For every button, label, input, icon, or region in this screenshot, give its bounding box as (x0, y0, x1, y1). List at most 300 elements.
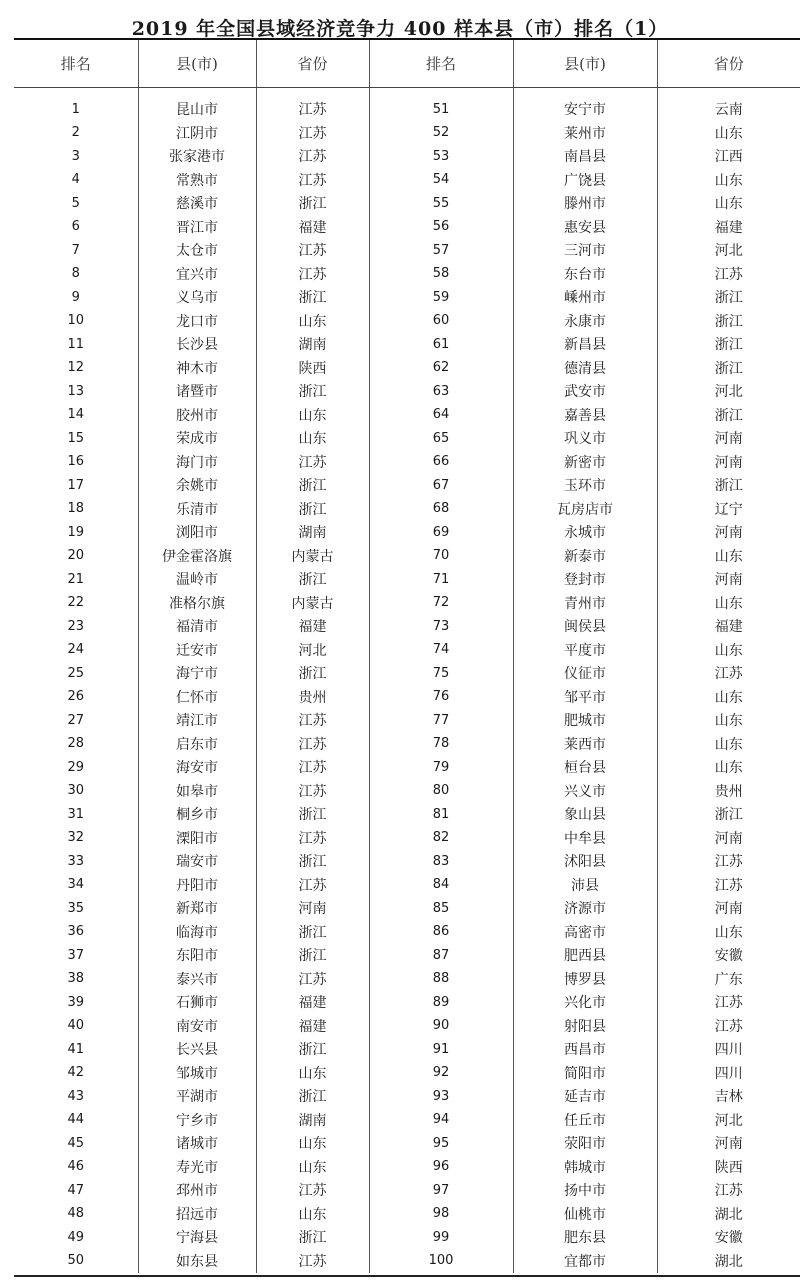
rank-cell: 35 (67, 900, 85, 916)
county-cell: 兴义市 (513, 779, 657, 803)
rank-cell: 54 (369, 168, 513, 192)
table-row (14, 521, 800, 545)
header-rank-2: 排名 (369, 39, 513, 87)
table-row (14, 1108, 800, 1132)
province-cell: 吉林 (657, 1085, 800, 1109)
province-cell: 山东 (256, 1132, 369, 1156)
province-cell: 浙江 (256, 803, 369, 827)
table-row (14, 1132, 800, 1156)
county-cell: 简阳市 (513, 1061, 657, 1085)
province-cell: 浙江 (657, 309, 800, 333)
province-cell: 浙江 (256, 944, 369, 968)
rank-cell: 45 (67, 1135, 85, 1151)
rank-cell: 68 (369, 497, 513, 521)
table-row (14, 568, 800, 592)
rank-cell: 8 (71, 266, 80, 282)
county-cell: 溧阳市 (138, 826, 256, 850)
table-row (14, 309, 800, 333)
county-cell: 任丘市 (513, 1108, 657, 1132)
county-cell: 安宁市 (513, 87, 657, 121)
county-cell: 新密市 (513, 450, 657, 474)
page-title: 2019 年全国县域经济竞争力 400 样本县（市）排名（1） (131, 18, 669, 40)
province-cell: 浙江 (256, 1085, 369, 1109)
province-cell: 湖南 (256, 521, 369, 545)
rank-cell: 2 (71, 125, 80, 141)
table-row (14, 497, 800, 521)
province-cell: 河南 (657, 521, 800, 545)
table-row (14, 826, 800, 850)
county-cell: 济源市 (513, 897, 657, 921)
province-cell: 浙江 (657, 356, 800, 380)
rank-cell: 1 (71, 101, 80, 117)
rank-cell: 79 (369, 756, 513, 780)
header-province-1: 省份 (256, 39, 369, 87)
province-cell: 山东 (657, 638, 800, 662)
county-cell: 南昌县 (513, 145, 657, 169)
county-cell: 昆山市 (138, 87, 256, 121)
province-cell: 山东 (657, 591, 800, 615)
rank-cell: 67 (369, 474, 513, 498)
table-row (14, 356, 800, 380)
rank-cell: 58 (369, 262, 513, 286)
rank-cell: 62 (369, 356, 513, 380)
province-cell: 山东 (657, 756, 800, 780)
table-row (14, 991, 800, 1015)
province-cell: 江苏 (256, 450, 369, 474)
rank-cell: 52 (369, 121, 513, 145)
header-county-2: 县(市) (513, 39, 657, 87)
rank-cell: 18 (67, 501, 85, 517)
province-cell: 湖南 (256, 1108, 369, 1132)
county-cell: 余姚市 (138, 474, 256, 498)
county-cell: 龙口市 (138, 309, 256, 333)
province-cell: 福建 (657, 615, 800, 639)
table-row (14, 215, 800, 239)
table-row (14, 544, 800, 568)
county-cell: 启东市 (138, 732, 256, 756)
province-cell: 江苏 (657, 1014, 800, 1038)
rank-cell: 5 (71, 195, 80, 211)
county-cell: 莱西市 (513, 732, 657, 756)
rank-cell: 24 (67, 642, 85, 658)
county-cell: 丹阳市 (138, 873, 256, 897)
province-cell: 内蒙古 (256, 591, 369, 615)
county-cell: 荥阳市 (513, 1132, 657, 1156)
rank-cell: 53 (369, 145, 513, 169)
county-cell: 永康市 (513, 309, 657, 333)
county-cell: 瑞安市 (138, 850, 256, 874)
rank-cell: 84 (369, 873, 513, 897)
province-cell: 福建 (256, 991, 369, 1015)
province-cell: 浙江 (657, 403, 800, 427)
rank-cell: 70 (369, 544, 513, 568)
rank-cell: 32 (67, 830, 85, 846)
province-cell: 江苏 (256, 239, 369, 263)
province-cell: 湖北 (657, 1202, 800, 1226)
county-cell: 登封市 (513, 568, 657, 592)
province-cell: 福建 (256, 1014, 369, 1038)
table-row (14, 474, 800, 498)
rank-cell: 31 (67, 806, 85, 822)
table-row (14, 615, 800, 639)
county-cell: 荣成市 (138, 427, 256, 451)
province-cell: 山东 (657, 544, 800, 568)
county-cell: 海门市 (138, 450, 256, 474)
county-cell: 神木市 (138, 356, 256, 380)
county-cell: 广饶县 (513, 168, 657, 192)
bottom-rule (14, 1275, 800, 1277)
table-row (14, 168, 800, 192)
province-cell: 福建 (256, 215, 369, 239)
county-cell: 临海市 (138, 920, 256, 944)
table-row (14, 121, 800, 145)
county-cell: 宁海县 (138, 1226, 256, 1250)
province-cell: 浙江 (256, 1038, 369, 1062)
province-cell: 浙江 (657, 333, 800, 357)
county-cell: 青州市 (513, 591, 657, 615)
county-cell: 兴化市 (513, 991, 657, 1015)
table-row (14, 1155, 800, 1179)
county-cell: 如东县 (138, 1249, 256, 1273)
rank-cell: 22 (67, 595, 85, 611)
rank-cell: 30 (67, 783, 85, 799)
county-cell: 宜都市 (513, 1249, 657, 1273)
county-cell: 长兴县 (138, 1038, 256, 1062)
rank-cell: 9 (71, 289, 80, 305)
table-row (14, 286, 800, 310)
table-row (14, 239, 800, 263)
rank-cell: 66 (369, 450, 513, 474)
table-row (14, 803, 800, 827)
county-cell: 石狮市 (138, 991, 256, 1015)
province-cell: 河南 (657, 897, 800, 921)
rank-cell: 71 (369, 568, 513, 592)
rank-cell: 40 (67, 1018, 85, 1034)
county-cell: 仁怀市 (138, 685, 256, 709)
province-cell: 浙江 (256, 850, 369, 874)
county-cell: 长沙县 (138, 333, 256, 357)
rank-cell: 88 (369, 967, 513, 991)
rank-cell: 72 (369, 591, 513, 615)
table-row (14, 779, 800, 803)
county-cell: 沛县 (513, 873, 657, 897)
county-cell: 三河市 (513, 239, 657, 263)
table-row (14, 756, 800, 780)
county-cell: 嵊州市 (513, 286, 657, 310)
table-row (14, 732, 800, 756)
province-cell: 江苏 (657, 873, 800, 897)
county-cell: 肥城市 (513, 709, 657, 733)
county-cell: 延吉市 (513, 1085, 657, 1109)
province-cell: 浙江 (256, 474, 369, 498)
table-row (14, 1202, 800, 1226)
province-cell: 江苏 (256, 168, 369, 192)
rank-cell: 99 (369, 1226, 513, 1250)
province-cell: 河南 (657, 450, 800, 474)
rank-cell: 57 (369, 239, 513, 263)
rank-cell: 41 (67, 1041, 85, 1057)
province-cell: 河南 (657, 826, 800, 850)
county-cell: 招远市 (138, 1202, 256, 1226)
county-cell: 晋江市 (138, 215, 256, 239)
rank-cell: 15 (67, 430, 85, 446)
rank-cell: 12 (67, 360, 85, 376)
rank-cell: 65 (369, 427, 513, 451)
rank-cell: 37 (67, 947, 85, 963)
table-row (14, 427, 800, 451)
province-cell: 山东 (657, 192, 800, 216)
rank-cell: 74 (369, 638, 513, 662)
county-cell: 宜兴市 (138, 262, 256, 286)
rank-cell: 17 (67, 477, 85, 493)
rank-cell: 85 (369, 897, 513, 921)
province-cell: 山东 (657, 121, 800, 145)
province-cell: 贵州 (657, 779, 800, 803)
county-cell: 嘉善县 (513, 403, 657, 427)
county-cell: 韩城市 (513, 1155, 657, 1179)
rank-cell: 93 (369, 1085, 513, 1109)
county-cell: 邳州市 (138, 1179, 256, 1203)
county-cell: 海安市 (138, 756, 256, 780)
county-cell: 新泰市 (513, 544, 657, 568)
county-cell: 桐乡市 (138, 803, 256, 827)
province-cell: 广东 (657, 967, 800, 991)
county-cell: 仙桃市 (513, 1202, 657, 1226)
province-cell: 河北 (657, 1108, 800, 1132)
rank-cell: 92 (369, 1061, 513, 1085)
county-cell: 温岭市 (138, 568, 256, 592)
rank-cell: 33 (67, 853, 85, 869)
rank-cell: 38 (67, 971, 85, 987)
county-cell: 新昌县 (513, 333, 657, 357)
province-cell: 河南 (657, 1132, 800, 1156)
province-cell: 四川 (657, 1038, 800, 1062)
province-cell: 山东 (256, 309, 369, 333)
rank-cell: 75 (369, 662, 513, 686)
county-cell: 桓台县 (513, 756, 657, 780)
rank-cell: 34 (67, 877, 85, 893)
county-cell: 巩义市 (513, 427, 657, 451)
province-cell: 河南 (657, 568, 800, 592)
county-cell: 射阳县 (513, 1014, 657, 1038)
rank-cell: 39 (67, 994, 85, 1010)
rank-cell: 16 (67, 454, 85, 470)
province-cell: 江苏 (256, 87, 369, 121)
county-cell: 扬中市 (513, 1179, 657, 1203)
province-cell: 安徽 (657, 944, 800, 968)
province-cell: 浙江 (657, 474, 800, 498)
table-row (14, 638, 800, 662)
rank-cell: 96 (369, 1155, 513, 1179)
province-cell: 江苏 (256, 732, 369, 756)
county-cell: 玉环市 (513, 474, 657, 498)
rank-cell: 44 (67, 1112, 85, 1128)
county-cell: 东台市 (513, 262, 657, 286)
province-cell: 浙江 (256, 497, 369, 521)
rank-cell: 10 (67, 313, 85, 329)
county-cell: 沭阳县 (513, 850, 657, 874)
header-rank-1: 排名 (14, 39, 138, 87)
table-row (14, 920, 800, 944)
province-cell: 辽宁 (657, 497, 800, 521)
county-cell: 惠安县 (513, 215, 657, 239)
province-cell: 内蒙古 (256, 544, 369, 568)
rank-cell: 100 (369, 1249, 513, 1273)
province-cell: 云南 (657, 87, 800, 121)
county-cell: 永城市 (513, 521, 657, 545)
province-cell: 江苏 (657, 991, 800, 1015)
rank-cell: 51 (369, 87, 513, 121)
county-cell: 寿光市 (138, 1155, 256, 1179)
county-cell: 西昌市 (513, 1038, 657, 1062)
province-cell: 山东 (256, 427, 369, 451)
rank-cell: 56 (369, 215, 513, 239)
rank-cell: 61 (369, 333, 513, 357)
province-cell: 浙江 (256, 1226, 369, 1250)
county-cell: 常熟市 (138, 168, 256, 192)
rank-cell: 50 (67, 1253, 85, 1269)
province-cell: 江西 (657, 145, 800, 169)
rank-cell: 42 (67, 1065, 85, 1081)
province-cell: 浙江 (256, 380, 369, 404)
rank-cell: 77 (369, 709, 513, 733)
rank-cell: 69 (369, 521, 513, 545)
county-cell: 太仓市 (138, 239, 256, 263)
rank-cell: 26 (67, 689, 85, 705)
ranking-table (14, 38, 800, 1273)
county-cell: 象山县 (513, 803, 657, 827)
table-row (14, 403, 800, 427)
county-cell: 博罗县 (513, 967, 657, 991)
province-cell: 福建 (657, 215, 800, 239)
county-cell: 诸暨市 (138, 380, 256, 404)
rank-cell: 11 (67, 336, 85, 352)
table-row (14, 1226, 800, 1250)
rank-cell: 78 (369, 732, 513, 756)
province-cell: 江苏 (657, 262, 800, 286)
province-cell: 陕西 (657, 1155, 800, 1179)
table-header-row (14, 39, 800, 87)
county-cell: 新郑市 (138, 897, 256, 921)
rank-cell: 64 (369, 403, 513, 427)
province-cell: 江苏 (256, 1249, 369, 1273)
county-cell: 如皋市 (138, 779, 256, 803)
rank-cell: 13 (67, 383, 85, 399)
county-cell: 仪征市 (513, 662, 657, 686)
county-cell: 诸城市 (138, 1132, 256, 1156)
province-cell: 浙江 (256, 568, 369, 592)
county-cell: 南安市 (138, 1014, 256, 1038)
province-cell: 山东 (657, 920, 800, 944)
county-cell: 东阳市 (138, 944, 256, 968)
province-cell: 江苏 (256, 779, 369, 803)
header-county-1: 县(市) (138, 39, 256, 87)
province-cell: 江苏 (657, 850, 800, 874)
county-cell: 中牟县 (513, 826, 657, 850)
rank-cell: 86 (369, 920, 513, 944)
table-row (14, 1038, 800, 1062)
rank-cell: 94 (369, 1108, 513, 1132)
county-cell: 江阴市 (138, 121, 256, 145)
province-cell: 河南 (256, 897, 369, 921)
county-cell: 乐清市 (138, 497, 256, 521)
rank-cell: 4 (71, 172, 80, 188)
province-cell: 安徽 (657, 1226, 800, 1250)
county-cell: 高密市 (513, 920, 657, 944)
rank-cell: 21 (67, 571, 85, 587)
province-cell: 山东 (256, 403, 369, 427)
province-cell: 河南 (657, 427, 800, 451)
table-row (14, 1014, 800, 1038)
header-province-2: 省份 (657, 39, 800, 87)
table-row (14, 262, 800, 286)
rank-cell: 82 (369, 826, 513, 850)
province-cell: 四川 (657, 1061, 800, 1085)
county-cell: 邹平市 (513, 685, 657, 709)
rank-cell: 89 (369, 991, 513, 1015)
rank-cell: 3 (71, 148, 80, 164)
table-row (14, 685, 800, 709)
province-cell: 江苏 (256, 826, 369, 850)
province-cell: 江苏 (256, 756, 369, 780)
county-cell: 义乌市 (138, 286, 256, 310)
county-cell: 平湖市 (138, 1085, 256, 1109)
rank-cell: 48 (67, 1206, 85, 1222)
rank-cell: 97 (369, 1179, 513, 1203)
county-cell: 肥东县 (513, 1226, 657, 1250)
county-cell: 福清市 (138, 615, 256, 639)
rank-cell: 43 (67, 1088, 85, 1104)
province-cell: 江苏 (256, 262, 369, 286)
table-row (14, 662, 800, 686)
province-cell: 浙江 (256, 920, 369, 944)
province-cell: 山东 (657, 732, 800, 756)
county-cell: 胶州市 (138, 403, 256, 427)
county-cell: 瓦房店市 (513, 497, 657, 521)
rank-cell: 55 (369, 192, 513, 216)
province-cell: 河北 (256, 638, 369, 662)
table-row (14, 450, 800, 474)
rank-cell: 27 (67, 712, 85, 728)
county-cell: 准格尔旗 (138, 591, 256, 615)
county-cell: 莱州市 (513, 121, 657, 145)
province-cell: 江苏 (256, 709, 369, 733)
province-cell: 江苏 (256, 121, 369, 145)
province-cell: 浙江 (657, 286, 800, 310)
rank-cell: 14 (67, 407, 85, 423)
table-row (14, 850, 800, 874)
province-cell: 江苏 (657, 662, 800, 686)
county-cell: 武安市 (513, 380, 657, 404)
county-cell: 泰兴市 (138, 967, 256, 991)
province-cell: 浙江 (256, 662, 369, 686)
rank-cell: 60 (369, 309, 513, 333)
province-cell: 河北 (657, 239, 800, 263)
table-row (14, 897, 800, 921)
province-cell: 浙江 (256, 286, 369, 310)
rank-cell: 36 (67, 924, 85, 940)
province-cell: 江苏 (256, 967, 369, 991)
province-cell: 陕西 (256, 356, 369, 380)
county-cell: 邹城市 (138, 1061, 256, 1085)
table-row (14, 145, 800, 169)
province-cell: 山东 (256, 1202, 369, 1226)
province-cell: 浙江 (657, 803, 800, 827)
table-row (14, 944, 800, 968)
rank-cell: 87 (369, 944, 513, 968)
province-cell: 山东 (256, 1061, 369, 1085)
table-row (14, 709, 800, 733)
